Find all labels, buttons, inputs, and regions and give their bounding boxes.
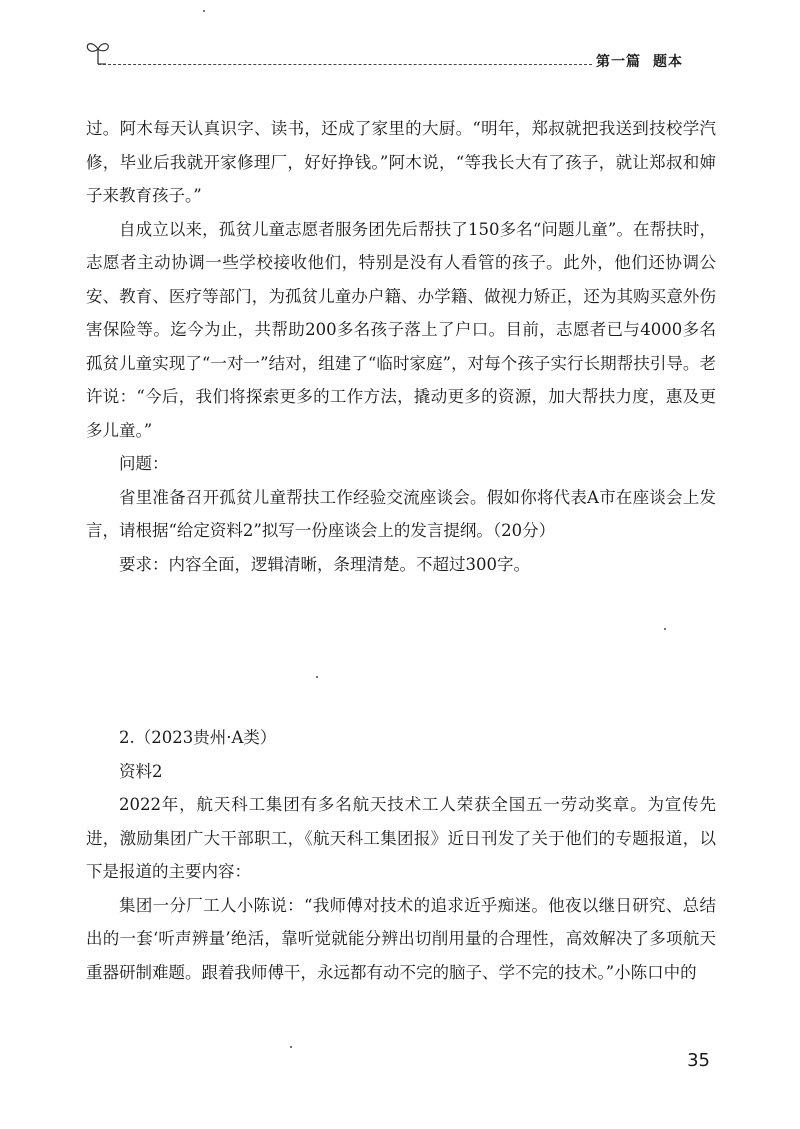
question-requirement: 要求：内容全面，逻辑清晰，条理清楚。不超过300字。 bbox=[119, 554, 530, 574]
spacer bbox=[86, 581, 716, 721]
paragraph: 自成立以来，孤贫儿童志愿者服务团先后帮扶了150多名“问题儿童”。在帮扶时，志愿者主动协调一些学校接收他们，特别是没有人看管的孩子。此外，他们还协调公安、教育、医疗等部门，为孤贫儿童办户籍、办学籍、做视力矫正，还为其购买意外伤害保险等。迄今为止，共帮助200多名孩子落上了户口。目前，志愿者已与4000多名孤贫儿童实现了“一对一”结对，组建了“临时家庭”，对每个孩子实行长期帮扶引导。老许说：“今后，我们将探索更多的工作方法，撬动更多的资源，加大帮扶力度，惠及更多儿童。” bbox=[86, 219, 716, 440]
paragraph: 集团一分厂工人小陈说：“我师傅对技术的追求近乎痴迷。他夜以继日研究、总结出的一套‘听声辨量’绝活，靠听觉就能分辨出切削用量的合理性，高效解决了多项航天重器研制难题。跟着我师傅干，永远都有动不完的脑子、学不完的技术。”小陈口中的 bbox=[86, 895, 716, 982]
header-divider bbox=[98, 64, 592, 65]
paragraph: 过。阿木每天认真识字、读书，还成了家里的大厨。“明年，郑叔就把我送到技校学汽修，毕业后我就开家修理厂，好好挣钱。”阿木说，“等我长大有了孩子，就让郑叔和婶子来教育孩子。” bbox=[86, 119, 716, 205]
section-heading: 2.（2023贵州·A类） bbox=[119, 728, 277, 747]
page-content bbox=[86, 112, 716, 989]
scan-speck bbox=[203, 10, 205, 12]
paragraph: 2022年，航天科工集团有多名航天技术工人荣获全国五一劳动奖章。为宣传先进，激励集团广大干部职工，《航天科工集团报》近日刊发了关于他们的专题报道，以下是报道的主要内容： bbox=[86, 795, 716, 881]
page-number: 35 bbox=[687, 1050, 710, 1071]
header-section-label bbox=[596, 51, 683, 71]
sprout-icon bbox=[84, 36, 112, 66]
scan-speck bbox=[290, 1046, 292, 1048]
scan-speck bbox=[316, 676, 318, 678]
scan-speck bbox=[664, 628, 666, 630]
header-subsection: 题本 bbox=[653, 54, 683, 70]
header-section: 第一篇 bbox=[596, 54, 641, 70]
question-label: 问题： bbox=[119, 454, 169, 473]
material-label: 资料2 bbox=[119, 761, 163, 781]
page-header bbox=[84, 36, 704, 76]
question-prompt: 省里准备召开孤贫儿童帮扶工作经验交流座谈会。假如你将代表A市在座谈会上发言，请根据“给定资料2”拟写一份座谈会上的发言提纲。（20分） bbox=[86, 487, 716, 540]
